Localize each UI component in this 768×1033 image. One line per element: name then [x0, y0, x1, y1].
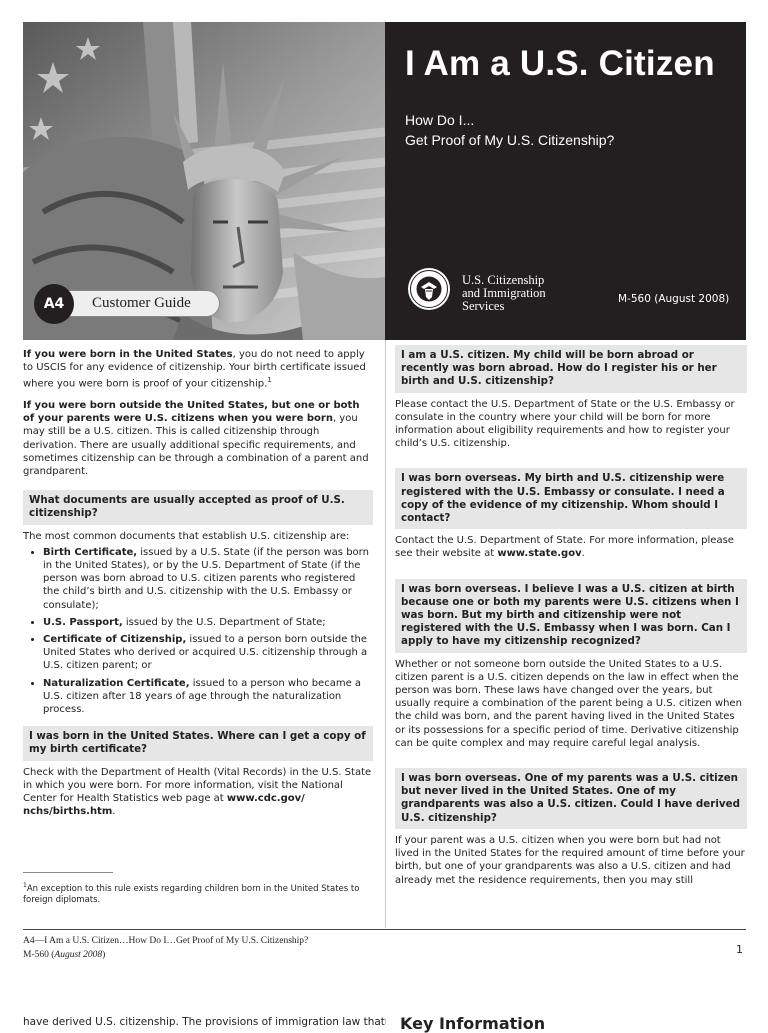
column-divider: [385, 340, 386, 928]
dhs-seal-icon: [407, 267, 451, 311]
list-item: [43, 546, 373, 612]
right-column: [395, 345, 747, 887]
footnote-text: An exception to this rule exists regarding children born in the United States to foreign diplomats.: [23, 883, 360, 905]
title-panel: [385, 22, 746, 340]
answer-evidence-copy: [395, 534, 747, 560]
doc-term: Naturalization Certificate,: [43, 677, 190, 689]
doc-term: Certificate of Citizenship,: [43, 633, 187, 645]
documents-list: [23, 546, 373, 716]
intro-paragraph-1: [23, 348, 373, 391]
footer-form-suffix: ): [102, 950, 106, 960]
doc-term: U.S. Passport,: [43, 616, 123, 628]
answer-end: .: [581, 548, 585, 560]
customer-guide-badge: [34, 284, 222, 324]
badge-pill: [56, 290, 220, 317]
doc-desc: issued by the U.S. Department of State;: [122, 616, 326, 628]
footer-form-prefix: M-560 (: [23, 950, 55, 960]
answer-derived-citizenship: If your parent was a U.S. citizen when you were born but had not lived in the United States for the required amount of time before your birth, but one of your grandparents was also a U.S. citizen and had already met the residence requirements, then you may still: [395, 834, 745, 886]
question-derived-citizenship: I was born overseas. One of my parents was a U.S. citizen but never lived in the United States. One of my grandparents was also a U.S. citizen. Could I have derived U.S. citizenship?: [395, 768, 747, 829]
list-item: [43, 633, 373, 673]
cdc-link[interactable]: www.cdc.gov/ nchs/births.htm: [23, 793, 305, 818]
footnote: [23, 880, 373, 906]
footnote-number: 1: [23, 882, 27, 889]
doc-desc: issued to a person who became a U.S. citizen after 18 years of age through the naturalization process.: [43, 677, 362, 715]
question-register-child: I am a U.S. citizen. My child will be born abroad or recently was born abroad. How do I register his or her birth and U.S. citizenship?: [395, 345, 747, 393]
list-item: [43, 616, 373, 629]
agency-line-1: U.S. Citizenship: [462, 273, 545, 287]
list-item: [43, 677, 373, 717]
question-birth-certificate: I was born in the United States. Where can I get a copy of my birth certificate?: [23, 726, 373, 760]
question-citizenship-recognized: I was born overseas. I believe I was a U.S. citizen at birth because one or both my parents were U.S. citizens when I was born. But my birth and citizenship were not registered with the U.S. Embassy when I was born. Can I apply to have my citizenship recognized?: [395, 579, 747, 653]
next-page-heading: Key Information: [400, 1014, 546, 1033]
intro-2-text: , you may still be a U.S. citizen. This is called citizenship through derivation. There are usually additional specific requirements, and sometimes citizenship can be through a combination of a parent and grandparent.: [23, 413, 369, 477]
left-column: [23, 348, 373, 818]
answer-text: Check with the Department of Health (Vital Records) in the U.S. State in which you were born. For more information, visit the National Center for Health Statistics web page at: [23, 766, 372, 805]
answer-end: .: [112, 806, 116, 818]
question-documents: What documents are usually accepted as proof of U.S. citizenship?: [23, 490, 373, 524]
subtitle-line-1: How Do I...: [405, 112, 475, 128]
page-title: I Am a U.S. Citizen: [405, 44, 715, 83]
intro-1-bold: If you were born in the United States: [23, 349, 233, 360]
question-evidence-copy: I was born overseas. My birth and U.S. citizenship were registered with the U.S. Embassy or consulate. I need a copy of the evidence of my citizenship. Whom should I contact?: [395, 468, 747, 529]
state-gov-link[interactable]: www.state.gov: [497, 548, 582, 560]
footer-rule: [23, 929, 746, 930]
answer-birth-certificate: [23, 766, 373, 819]
next-page-text-fragment: have derived U.S. citizenship. The provisions of immigration law that: [23, 1016, 385, 1028]
badge-label: Customer Guide: [92, 295, 191, 311]
answer-register-child: Please contact the U.S. Department of State or the U.S. Embassy or consulate in the country where your child will be born for more information about eligibility requirements and how to register your child’s U.S. citizenship.: [395, 398, 735, 450]
next-page-divider: [385, 1018, 386, 1024]
answer-text: Contact the U.S. Department of State. For more information, please see their website at: [395, 535, 734, 560]
footnote-ref: 1: [267, 376, 272, 385]
doc-desc: issued by a U.S. State (if the person was born in the United States), or by the U.S. Department of State (if the person was born abroad to U.S. citizen parents who registered the child’s birth and U.S. citizenship with the U.S. Embassy or consulate);: [43, 546, 369, 611]
answer-citizenship-recognized: Whether or not someone born outside the United States to a U.S. citizen parent is a U.S. citizen depends on the law in effect when the person was born. These laws have changed over the years, but usually require a combination of the parent being a U.S. citizen when the child was born, and the parent having lived in the United States or its possessions for a specific period of time. Derivative citizenship can be quite complex and may require careful legal analysis.: [395, 658, 742, 749]
doc-term: Birth Certificate,: [43, 546, 138, 558]
doc-desc: issued to a person born outside the United States who derived or acquired U.S. citizenship through a U.S. citizen parent; or: [43, 633, 368, 672]
intro-paragraph-2: [23, 399, 373, 478]
subtitle-line-2: Get Proof of My U.S. Citizenship?: [405, 132, 615, 148]
footer-title: A4—I Am a U.S. Citizen…How Do I…Get Proof of My U.S. Citizenship?: [23, 936, 309, 946]
page-number: 1: [736, 943, 743, 956]
form-number: M-560 (August 2008): [618, 293, 730, 305]
footnote-rule: [23, 872, 113, 873]
footer-form-number: [23, 950, 105, 960]
badge-code: A4: [34, 284, 74, 324]
footer-form-date: August 2008: [54, 950, 103, 960]
intro-2-bold: If you were born outside the United States, but one or both of your parents were U.S. citizens when you were born: [23, 399, 360, 425]
agency-line-3: Services: [462, 299, 505, 313]
intro-1-text: , you do not need to apply to USCIS for any evidence of citizenship. Your birth certificate issued where you were born is proof of your citizenship.: [23, 349, 366, 390]
agency-line-2: and Immigration: [462, 286, 546, 300]
documents-lead: The most common documents that establish U.S. citizenship are:: [23, 530, 350, 542]
